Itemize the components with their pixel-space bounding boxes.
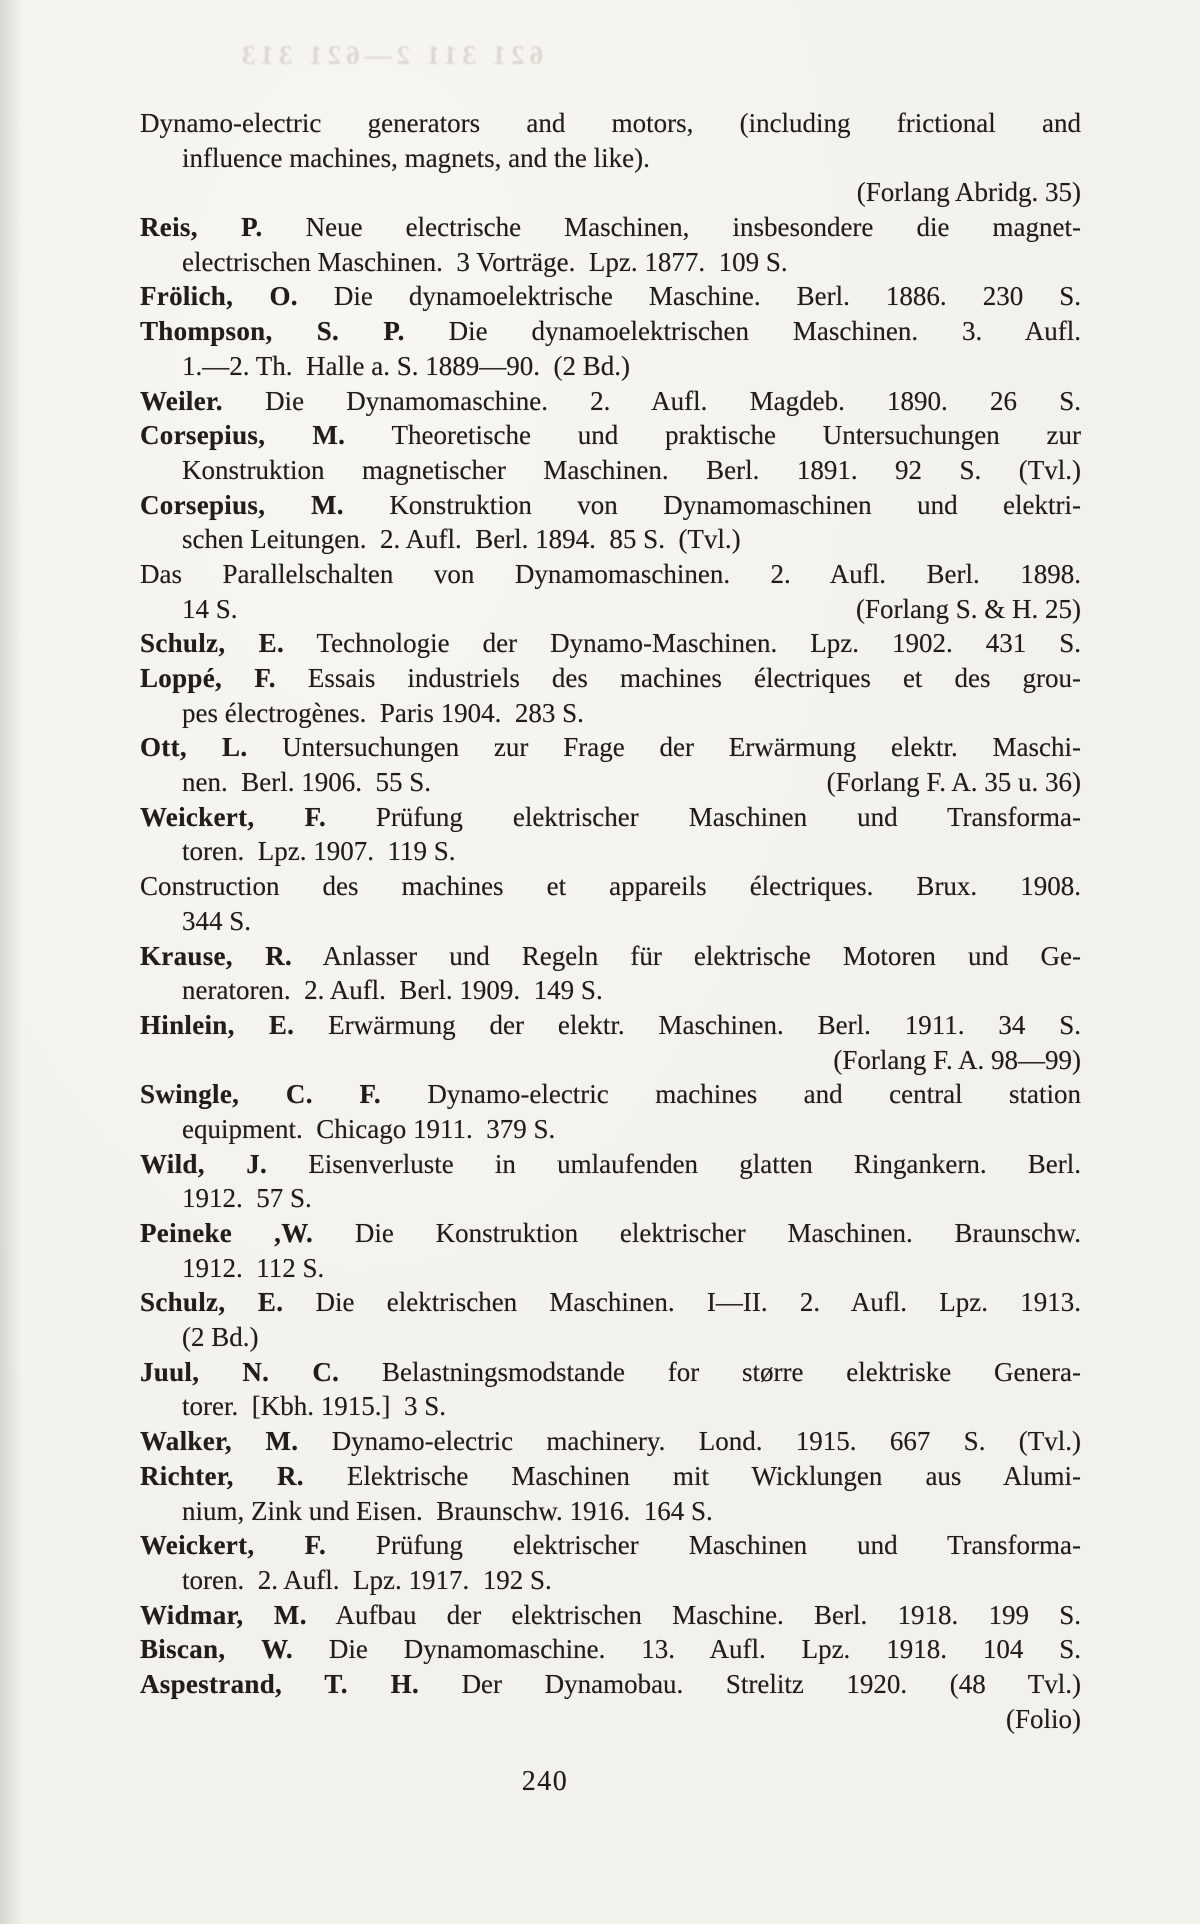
line-text: Die Dynamomaschine. 2. Aufl. Magdeb. 1890. 26 S. [265,385,1081,416]
author-name: Walker, M. [140,1426,299,1457]
author-name: Thompson, S. P. [140,316,405,347]
bibliography-line [140,1355,1081,1390]
line-text: Prüfung elektrischer Maschinen und Transforma- [375,1530,1081,1561]
line-text: Dynamo-electric machinery. Lond. 1915. 667 S. (Tvl.) [331,1426,1082,1457]
line-text: Dynamo-electric machines and central station [427,1079,1082,1110]
line-text: 1912. 112 S. [182,1252,325,1283]
line-text: 344 S. [182,905,252,936]
line-text: Das Parallelschalten von Dynamomaschinen. 2. Aufl. Berl. 1898. [140,558,1081,589]
bibliography-line [140,800,1081,835]
page-number: 240 [521,1766,569,1797]
bibliography-line [140,557,1081,592]
bibliography-line [140,106,1081,141]
bibliography-line [140,488,1081,523]
bibliography-list [140,106,1081,1736]
line-text: Essais industriels des machines électriques et des grou- [307,663,1081,693]
author-name: Ott, L. [140,732,248,763]
bibliography-line [140,1598,1081,1633]
author-name: Aspestrand, T. H. [140,1668,419,1699]
line-text: Die Konstruktion elektrischer Maschinen. Braunschw. [354,1218,1081,1248]
bibliography-line [140,834,1081,869]
bibliography-line [140,1424,1081,1459]
bibliography-line [140,1251,1081,1286]
bibliography-line [140,279,1081,314]
bibliography-line [140,1320,1081,1355]
bibliography-line [140,939,1081,974]
author-name: Wild, J. [140,1148,268,1179]
author-name: Weickert, F. [140,1530,326,1561]
line-text: Die Dynamomaschine. 13. Aufl. Lpz. 1918. 104 S. [328,1634,1081,1665]
bibliography-line [140,696,1081,731]
author-name: Swingle, C. F. [140,1079,381,1110]
bibliography-line [140,661,1081,696]
line-text: (Forlang F. A. 98—99) [833,1044,1081,1075]
line-text: Technologie der Dynamo-Maschinen. Lpz. 1902. 431 S. [316,628,1081,659]
bibliography-line [140,1667,1081,1702]
bibliography-line [140,418,1081,453]
bibliography-line [140,1077,1081,1112]
line-text: Die elektrischen Maschinen. I—II. 2. Aufl. Lpz. 1913. [315,1287,1082,1318]
bibliography-line [140,904,1081,939]
bibliography-line [140,1112,1081,1147]
line-text: schen Leitungen. 2. Aufl. Berl. 1894. 85 S. (Tvl.) [182,524,741,555]
bibliography-line [140,522,1081,557]
bibliography-line [140,1528,1081,1563]
line-text: Neue electrische Maschinen, insbesondere die magnet- [305,212,1082,243]
line-text: Prüfung elektrischer Maschinen und Transforma- [375,801,1081,832]
bibliography-line [140,973,1081,1008]
bibliography-line [140,592,1081,627]
bibliography-line [140,1632,1081,1667]
bibliography-line [140,314,1081,349]
line-text: torer. [Kbh. 1915.] 3 S. [182,1391,446,1422]
reference-note: (Forlang F. A. 35 u. 36) [826,767,1081,798]
bibliography-line [140,1459,1081,1494]
line-text: Erwärmung der elektr. Maschinen. Berl. 1911. 34 S. [328,1009,1082,1040]
author-name: Krause, R. [140,940,293,971]
bibliography-line [140,869,1081,904]
line-text: equipment. Chicago 1911. 379 S. [182,1113,556,1144]
line-text: 14 S. [182,593,238,624]
line-text: toren. 2. Aufl. Lpz. 1917. 192 S. [182,1564,552,1595]
author-name: Juul, N. C. [140,1356,340,1387]
author-name: Loppé, F. [140,663,276,693]
line-text: (Folio) [1005,1703,1081,1734]
bibliography-line [140,1702,1081,1737]
line-text: 1.—2. Th. Halle a. S. 1889—90. (2 Bd.) [182,350,630,381]
bibliography-line [140,1008,1081,1043]
bibliography-line [140,384,1081,419]
author-name: Peineke ,W. [140,1218,314,1248]
line-text: Theoretische und praktische Untersuchungen zur [391,420,1082,451]
line-text: Die dynamoelektrische Maschine. Berl. 1886. 230 S. [333,281,1081,312]
line-text: Die dynamoelektrischen Maschinen. 3. Aufl. [448,316,1081,347]
bleed-through-text: 621 311 2—621 313 [236,40,544,70]
bibliography-line [140,1147,1081,1182]
bibliography-line [140,1043,1081,1078]
bibliography-line [140,245,1081,280]
bibliography-line [140,1563,1081,1598]
bibliography-line [140,141,1081,176]
author-name: Weiler. [140,385,223,416]
author-name: Corsepius, M. [140,420,346,451]
bibliography-line [140,626,1081,661]
line-text: electrischen Maschinen. 3 Vorträge. Lpz. 1877. 109 S. [182,246,788,277]
bibliography-line [140,349,1081,384]
line-text: Konstruktion magnetischer Maschinen. Berl. 1891. 92 S. (Tvl.) [182,454,1081,485]
bibliography-line [140,175,1081,210]
author-name: Schulz, E. [140,628,285,659]
line-text: toren. Lpz. 1907. 119 S. [182,836,456,867]
author-name: Weickert, F. [140,801,326,832]
line-text: Untersuchungen zur Frage der Erwärmung elektr. Maschi- [282,732,1081,763]
author-name: Reis, P. [140,212,263,243]
line-text: (Forlang Abridg. 35) [856,177,1081,208]
bibliography-line [140,1494,1081,1529]
author-name: Frölich, O. [140,281,298,312]
line-text: (2 Bd.) [182,1322,259,1353]
bibliography-line [140,210,1081,245]
line-text: Dynamo-electric generators and motors, (including frictional and [140,108,1081,138]
bibliography-line [140,1181,1081,1216]
line-text: nium, Zink und Eisen. Braunschw. 1916. 164 S. [182,1495,713,1526]
line-text: Elektrische Maschinen mit Wicklungen aus Alumi- [346,1460,1081,1491]
bibliography-line [140,1216,1081,1251]
author-name: Hinlein, E. [140,1009,295,1040]
line-text: Belastningsmodstande for større elektriske Genera- [381,1356,1081,1387]
reference-note: (Forlang S. & H. 25) [856,593,1081,624]
line-text: Eisenverluste in umlaufenden glatten Ringankern. Berl. [308,1148,1081,1179]
author-name: Biscan, W. [140,1634,293,1665]
line-text: Construction des machines et appareils électriques. Brux. 1908. [140,871,1081,902]
bibliography-line [140,1389,1081,1424]
author-name: Widmar, M. [140,1599,307,1630]
line-text: neratoren. 2. Aufl. Berl. 1909. 149 S. [182,975,603,1006]
line-text: influence machines, magnets, and the like). [182,142,650,173]
bibliography-line [140,730,1081,765]
bibliography-line [140,1285,1081,1320]
line-text: Konstruktion von Dynamomaschinen und elektri- [389,489,1082,520]
bibliography-line [140,765,1081,800]
author-name: Richter, R. [140,1460,304,1491]
author-name: Corsepius, M. [140,489,344,520]
line-text: Anlasser und Regeln für elektrische Motoren und Ge- [322,940,1081,971]
bibliography-line [140,453,1081,488]
line-text: Der Dynamobau. Strelitz 1920. (48 Tvl.) [461,1668,1081,1699]
line-text: Aufbau der elektrischen Maschine. Berl. 1918. 199 S. [335,1599,1081,1630]
page-edge-shadow [0,0,22,1924]
line-text: nen. Berl. 1906. 55 S. [182,767,431,798]
line-text: 1912. 57 S. [182,1183,312,1214]
line-text: pes électrogènes. Paris 1904. 283 S. [182,697,584,728]
author-name: Schulz, E. [140,1287,284,1318]
